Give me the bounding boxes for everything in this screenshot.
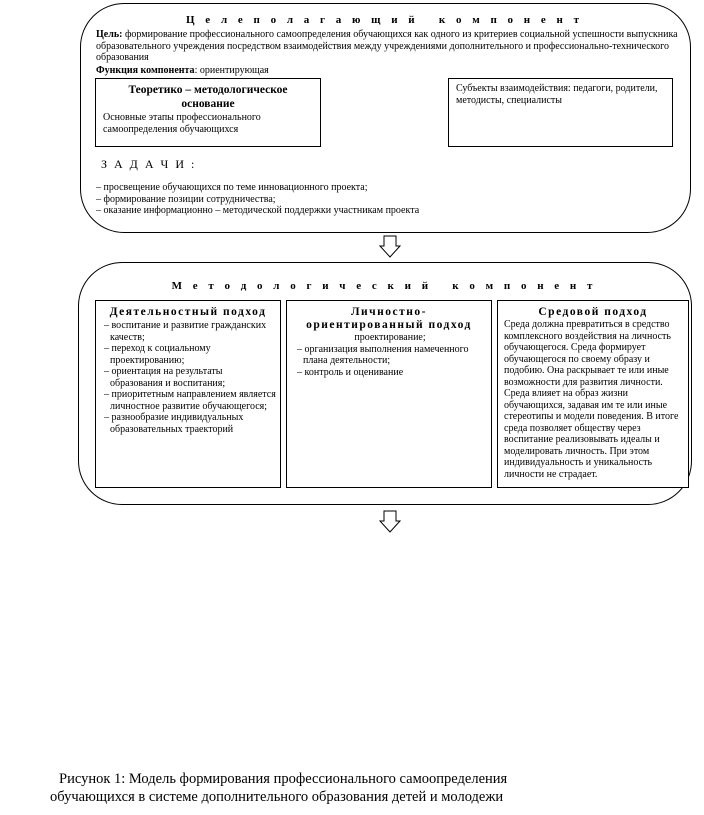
- caption-line: Рисунок 1: Модель формирования профессионального самоопределения: [59, 771, 508, 787]
- list-item: – контроль и оценивание: [297, 366, 404, 378]
- subjects-box: [448, 78, 673, 147]
- tasks-title: З А Д А Ч И :: [101, 157, 197, 171]
- goal-text: формирование профессионального самоопределения обучающихся как одного из критериев социальной успешности выпускника образовательного учреждения посредством взаимодействия между учреждениями дополнительного и профессионально-технического образования: [96, 29, 678, 63]
- list-item: – переход к социальному проектированию;: [104, 343, 211, 366]
- activity-approach-list: [96, 319, 280, 435]
- activity-approach-box: [95, 300, 281, 488]
- function-label: Функция компонента: [96, 65, 195, 76]
- goal-component-title: Ц е л е п о л а г а ю щ и й к о м п о н е н т: [186, 14, 583, 26]
- function-statement: [96, 65, 496, 77]
- task-item: – оказание информационно – методической поддержки участникам проекта: [96, 205, 420, 216]
- tasks-list: [96, 182, 676, 217]
- personal-approach-box: [286, 300, 492, 488]
- down-arrow-icon: [378, 510, 402, 534]
- caption-line: обучающихся в системе дополнительного образования детей и молодежи: [50, 789, 504, 805]
- method-component-title: М е т о д о л о г и ч е с к и й к о м п о н е н т: [171, 280, 597, 292]
- personal-approach-list: [287, 332, 491, 378]
- list-item: – воспитание и развитие гражданских качеств;: [104, 320, 267, 343]
- list-item: проектирование;: [354, 332, 426, 343]
- down-arrow-icon: [378, 235, 402, 259]
- environment-approach-title: Средовой подход: [538, 306, 648, 318]
- theory-box-title: Теоретико – методологическое основание: [128, 84, 288, 110]
- environment-approach-box: [497, 300, 689, 488]
- task-item: – просвещение обучающихся по теме инновационного проекта;: [96, 182, 368, 193]
- figure-caption: [50, 770, 650, 806]
- list-item: – приоритетным направлением является личностное развитие обучающегося;: [104, 389, 276, 412]
- list-item: – организация выполнения намеченного плана деятельности;: [297, 343, 469, 366]
- activity-approach-title: Деятельностный подход: [109, 306, 267, 318]
- goal-label: Цель:: [96, 29, 123, 40]
- list-item: – разнообразие индивидуальных образовательных траекторий: [104, 412, 244, 435]
- list-item: – ориентация на результаты образования и воспитания;: [104, 366, 226, 389]
- goal-statement: [96, 29, 684, 64]
- subjects-box-text: Субъекты взаимодействия: педагоги, родители, методисты, специалисты: [456, 83, 658, 106]
- theory-box-text: Основные этапы профессионального самоопределения обучающихся: [103, 112, 261, 135]
- task-item: – формирование позиции сотрудничества;: [96, 193, 276, 205]
- theory-box: [95, 78, 321, 147]
- function-text: : ориентирующая: [194, 65, 269, 76]
- personal-approach-title: Личностно-ориентированный подход: [306, 306, 472, 331]
- environment-approach-text: Среда должна превратиться в средство комплексного воздействия на личность обучающегося. Среда формирует обучающегося по своему образу и подобию. Она раскрывает те или иные возможности для развития личности. Среда влияет на образ жизни обучающихся, задавая им те или иные стереотипы и модели поведения. В итоге среда позволяет обществу через воспитание реализовывать идеалы и моделировать личность. При этом индивидуальность и уникальность личности не страдает.: [504, 319, 679, 480]
